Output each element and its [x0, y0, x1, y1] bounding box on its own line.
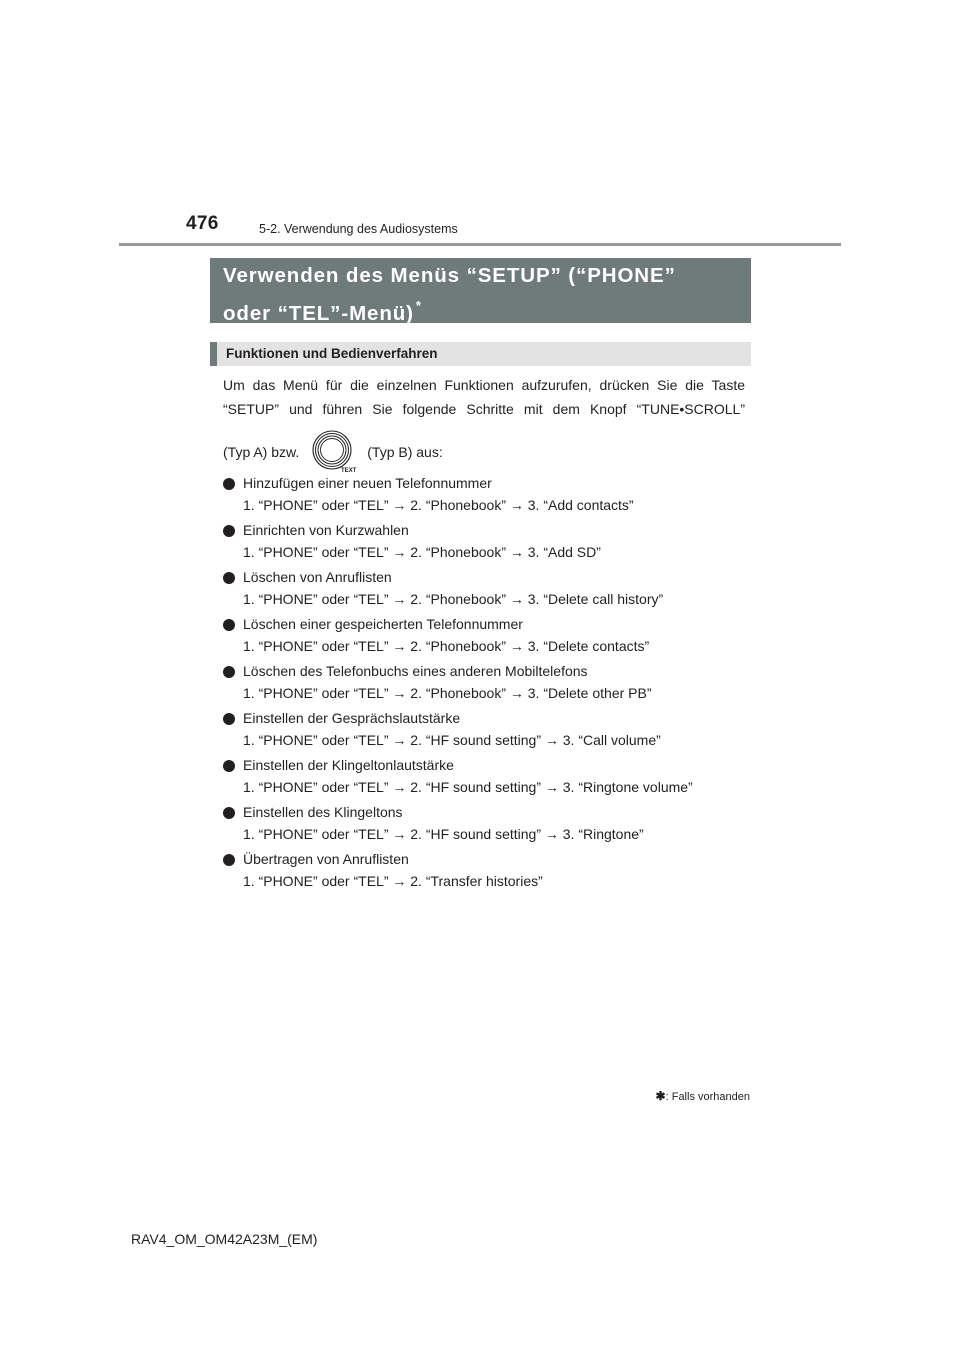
title-line-1: Verwenden des Menüs “SETUP” (“PHONE”: [223, 264, 676, 287]
intro-line-3-before: (Typ A) bzw.: [223, 444, 300, 460]
item-steps: 1. “PHONE” oder “TEL” → 2. “Phonebook” → 3. “Add contacts”: [243, 497, 634, 513]
bullet-icon: [223, 666, 235, 678]
list-item: [223, 660, 753, 707]
footnote: [656, 1089, 750, 1103]
item-steps: 1. “PHONE” oder “TEL” → 2. “HF sound setting” → 3. “Ringtone”: [243, 826, 644, 842]
item-title: Übertragen von Anruflisten: [243, 851, 409, 867]
item-steps: 1. “PHONE” oder “TEL” → 2. “Phonebook” → 3. “Delete contacts”: [243, 638, 650, 654]
bullet-icon: [223, 525, 235, 537]
intro-line-3: [223, 430, 745, 474]
knob-label: TEXT: [341, 468, 357, 474]
section-title: 5-2. Verwendung des Audiosystems: [259, 222, 458, 236]
tune-scroll-knob-icon: [311, 430, 357, 474]
bullet-icon: [223, 760, 235, 772]
item-steps: 1. “PHONE” oder “TEL” → 2. “Phonebook” → 3. “Add SD”: [243, 544, 601, 560]
item-steps: 1. “PHONE” oder “TEL” → 2. “Phonebook” → 3. “Delete call history”: [243, 591, 664, 607]
list-item: [223, 519, 753, 566]
list-item: [223, 848, 753, 895]
item-title: Löschen von Anruflisten: [243, 569, 392, 585]
item-title: Einstellen der Gesprächslautstärke: [243, 710, 461, 726]
page-number: 476: [186, 213, 219, 234]
bullet-icon: [223, 713, 235, 725]
intro-paragraph: [223, 373, 745, 474]
list-item: [223, 707, 753, 754]
intro-line-2: “SETUP” und führen Sie folgende Schritte mit dem Knopf “TUNE•SCROLL”: [223, 401, 745, 417]
item-steps: 1. “PHONE” oder “TEL” → 2. “HF sound setting” → 3. “Call volume”: [243, 732, 661, 748]
function-list: [223, 472, 753, 895]
footnote-text: : Falls vorhanden: [665, 1091, 750, 1103]
list-item: [223, 566, 753, 613]
title-banner: [210, 258, 751, 323]
bullet-icon: [223, 619, 235, 631]
bullet-icon: [223, 854, 235, 866]
item-title: Hinzufügen einer neuen Telefonnummer: [243, 475, 492, 491]
item-steps: 1. “PHONE” oder “TEL” → 2. “Phonebook” → 3. “Delete other PB”: [243, 685, 652, 701]
title-line-2: oder “TEL”-Menü): [223, 302, 414, 325]
item-title: Löschen einer gespeicherten Telefonnummer: [243, 616, 523, 632]
item-title: Einrichten von Kurzwahlen: [243, 522, 409, 538]
list-item: [223, 801, 753, 848]
item-title: Einstellen der Klingeltonlautstärke: [243, 757, 454, 773]
list-item: [223, 613, 753, 660]
list-item: [223, 754, 753, 801]
footnote-star-icon: ✱: [655, 1089, 666, 1103]
header-rule: [119, 243, 841, 246]
bullet-icon: [223, 807, 235, 819]
item-title: Einstellen des Klingeltons: [243, 804, 403, 820]
title-asterisk: *: [415, 298, 422, 313]
item-title: Löschen des Telefonbuchs eines anderen Mobiltelefons: [243, 663, 588, 679]
item-steps: 1. “PHONE” oder “TEL” → 2. “Transfer histories”: [243, 873, 543, 889]
document-code: RAV4_OM_OM42A23M_(EM): [131, 1231, 318, 1247]
sub-header: Funktionen und Bedienverfahren: [210, 342, 751, 366]
intro-line-1: Um das Menü für die einzelnen Funktionen aufzurufen, drücken Sie die Taste: [223, 377, 745, 393]
title-line-2-wrap: [223, 291, 739, 329]
item-steps: 1. “PHONE” oder “TEL” → 2. “HF sound setting” → 3. “Ringtone volume”: [243, 779, 693, 795]
bullet-icon: [223, 572, 235, 584]
list-item: [223, 472, 753, 519]
intro-line-3-after: (Typ B) aus:: [367, 444, 443, 460]
bullet-icon: [223, 478, 235, 490]
